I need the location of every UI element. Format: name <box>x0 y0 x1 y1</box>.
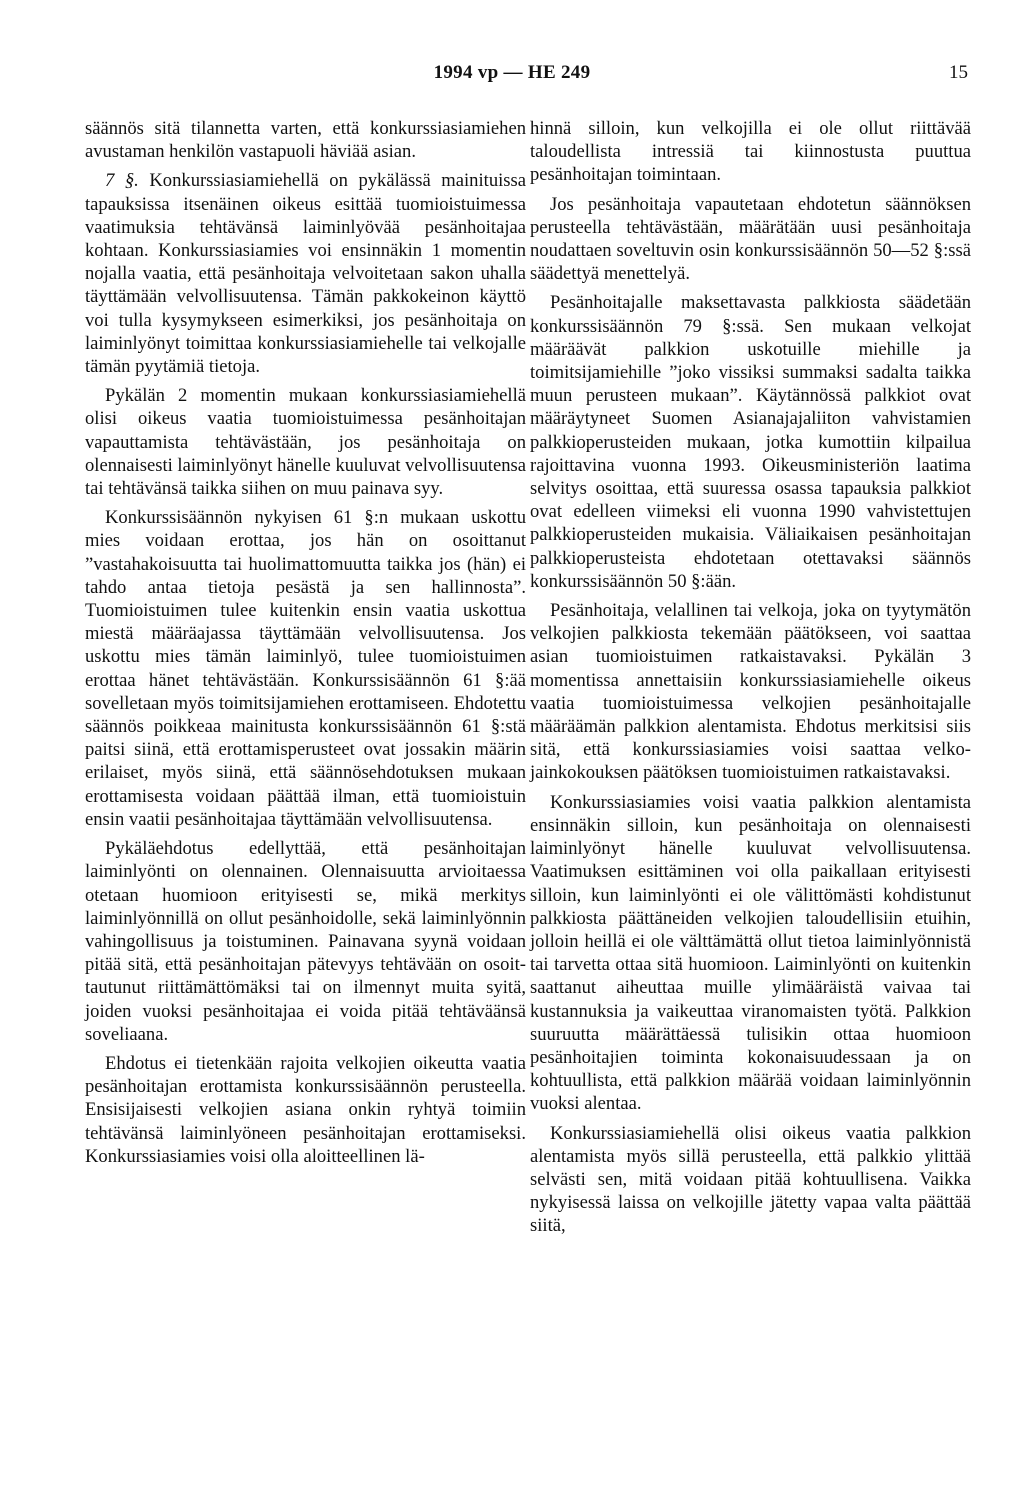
document-reference: 1994 vp — HE 249 <box>433 62 591 83</box>
paragraph: Pykäläehdotus edellyttää, että pesänhoitajan laiminlyönti on olennainen. Olennaisuutta arvioitaessa otetaan huomioon erityisesti se, mikä merkitys laiminlyönnillä on ollut pesänhoidolle, sekä laiminlyönnin vahingollisuus ja toistuminen. Painavana syynä voidaan pitää sitä, että pesänhoitajan pätevyys tehtävään on osoittautunut riittämättömäksi tai on ilmennyt muita syitä, joiden vuoksi pesänhoitajaa ei voida pitää tehtäväänsä soveliaana. <box>85 838 526 1045</box>
paragraph: Konkurssisäännön nykyisen 61 §:n mukaan uskottu mies voidaan erottaa, jos hän on osoittanut ”vastahakoisuutta tai huolimattomuutta taikka jos (hän) ei tahdo antaa tietoja pesästä ja sen hallinnosta”. Tuomioistuimen tulee kuitenkin ensin vaatia uskottua miestä määräajassa täyttämään velvollisuutensa. Jos uskottu mies tämän laiminlyö, tulee tuomioistuimen erottaa hänet tehtävästään. Konkurssisäännön 61 §:ää sovelletaan myös toimitsijamiehen erottamiseen. Ehdotettu säännös poikkeaa mainitusta konkurssisäännön 61 §:stä paitsi siinä, että erottamisperusteet ovat jossakin määrin erilaiset, myös siinä, että säännösehdotuksen mukaan erottamisesta voidaan päättää ilman, että tuomioistuin ensin vaatii pesänhoitajaa täyttämään velvollisuutensa. <box>85 507 526 830</box>
left-column <box>85 117 526 1174</box>
paragraph: Jos pesänhoitaja vapautetaan ehdotetun säännöksen perusteella tehtävästään, määrätään uusi pesänhoitaja noudattaen soveltuvin osin konkurssisäännön 50—52 §:ssä säädettyä menettelyä. <box>530 193 971 285</box>
page-number: 15 <box>949 62 968 83</box>
section-marker: 7 §. <box>105 170 139 192</box>
paragraph: Pesänhoitaja, velallinen tai velkoja, joka on tyytymätön velkojien palkkiosta tekemään päätökseen, voi saattaa asian tuomioistuimen ratkaistavaksi. Pykälän 3 momentissa annettaisiin konkurssiasiamiehelle oikeus vaatia tuomioistuimessa velkojien pesänhoitajalle määräämän palkkion alentamista. Ehdotus merkitsisi siis sitä, että konkurssiasiamies voisi saattaa velkojainkokouksen päätöksen tuomioistuimen ratkaistavaksi. <box>530 600 971 784</box>
paragraph: Konkurssiasiamies voisi vaatia palkkion alentamista ensinnäkin silloin, kun pesänhoitaja on olennaisesti laiminlyönyt hänelle kuuluvat velvollisuutensa. Vaatimuksen esittäminen voi olla paikallaan erityisesti silloin, kun laiminlyönti ei ole välittömästi kohdistunut palkkiosta päättäneiden velkojien taloudellisiin etuihin, jolloin heillä ei ole välttämättä ollut tietoa laiminlyönnistä tai tarvetta ottaa sitä huomioon. Laiminlyönti on kuitenkin saattanut aiheuttaa muille ylimääräistä vaivaa tai kustannuksia ja vaikeuttaa viranomaisten työtä. Palkkion suuruutta määrättäessä tulisikin ottaa huomioon pesänhoitajien toiminta kokonaisuudessaan ja on kohtuullista, että palkkion määrää voidaan laiminlyönnin vuoksi alentaa. <box>530 791 971 1115</box>
paragraph: säännös sitä tilannetta varten, että konkurssiasiamiehen avustaman henkilön vastapuoli häviää asian. <box>85 118 526 163</box>
paragraph: Ehdotus ei tietenkään rajoita velkojien oikeutta vaatia pesänhoitajan erottamista konkurssisäännön perusteella. Ensisijaisesti velkojien asiana onkin ryhtyä toimiin tehtävänsä laiminlyöneen pesänhoitajan erottamiseksi. Konkurssiasiamies voisi olla aloitteellinen lä- <box>85 1052 526 1167</box>
paragraph <box>85 169 526 378</box>
paragraph-text: Konkurssiasiamiehellä on pykälässä mainituissa tapauksissa itsenäinen oikeus esittää tuomioistuimessa vaatimuksia tehtävänsä laiminlyövää pesänhoitajaa kohtaan. Konkurssiasiamies voi ensinnäkin 1 momentin nojalla vaatia, että pesänhoitaja velvoitetaan sakon uhalla täyttämään velvollisuutensa. Tämän pakkokeinon käyttö voi tulla kysymykseen esimerkiksi, jos pesänhoitaja on laiminlyönyt toimittaa konkurssiasiamiehelle tai velkojalle tämän pyytämiä tietoja. <box>85 170 527 378</box>
paragraph: hinnä silloin, kun velkojilla ei ole ollut riittävää taloudellista intressiä tai kiinnostusta puuttua pesänhoitajan toimintaan. <box>530 118 971 186</box>
paragraph: Pesänhoitajalle maksettavasta palkkiosta säädetään konkurssisäännön 79 §:ssä. Sen mukaan velkojat määräävät palkkion uskotuille miehille ja toimitsijamiehille ”joko vissiksi summaksi sadalta taikka muun perusteen mukaan”. Käytännössä palkkiot ovat määräytyneet Suomen Asianajajaliiton vahvistamien palkkioperusteiden mukaan, jotka kumottiin kilpailua rajoittavina vuonna 1993. Oikeusministeriön laatima selvitys osoittaa, että suuressa osassa tapauksia palkkiot ovat edelleen viimeksi eli vuonna 1990 vahvistettujen palkkioperusteiden mukaisia. Väliaikaisen pesänhoitajan palkkioperusteista ehdotetaan otettavaksi säännös konkurssisäännön 50 §:ään. <box>530 292 971 592</box>
paragraph: Konkurssiasiamiehellä olisi oikeus vaatia palkkion alentamista myös sillä perusteella, että palkkio ylittää selvästi sen, mitä voidaan pitää kohtuullisena. Vaikka nykyisessä laissa on velkojille jätetty vapaa valta päättää siitä, <box>530 1122 971 1237</box>
page-header <box>0 62 1024 90</box>
right-column <box>530 117 971 1244</box>
paragraph: Pykälän 2 momentin mukaan konkurssiasiamiehellä olisi oikeus vaatia tuomioistuimessa pesänhoitajan vapauttamista tehtävästään, jos pesänhoitaja on olennaisesti laiminlyönyt hänelle kuuluvat velvollisuutensa tai tehtävänsä taikka siihen on muu painava syy. <box>85 385 527 500</box>
